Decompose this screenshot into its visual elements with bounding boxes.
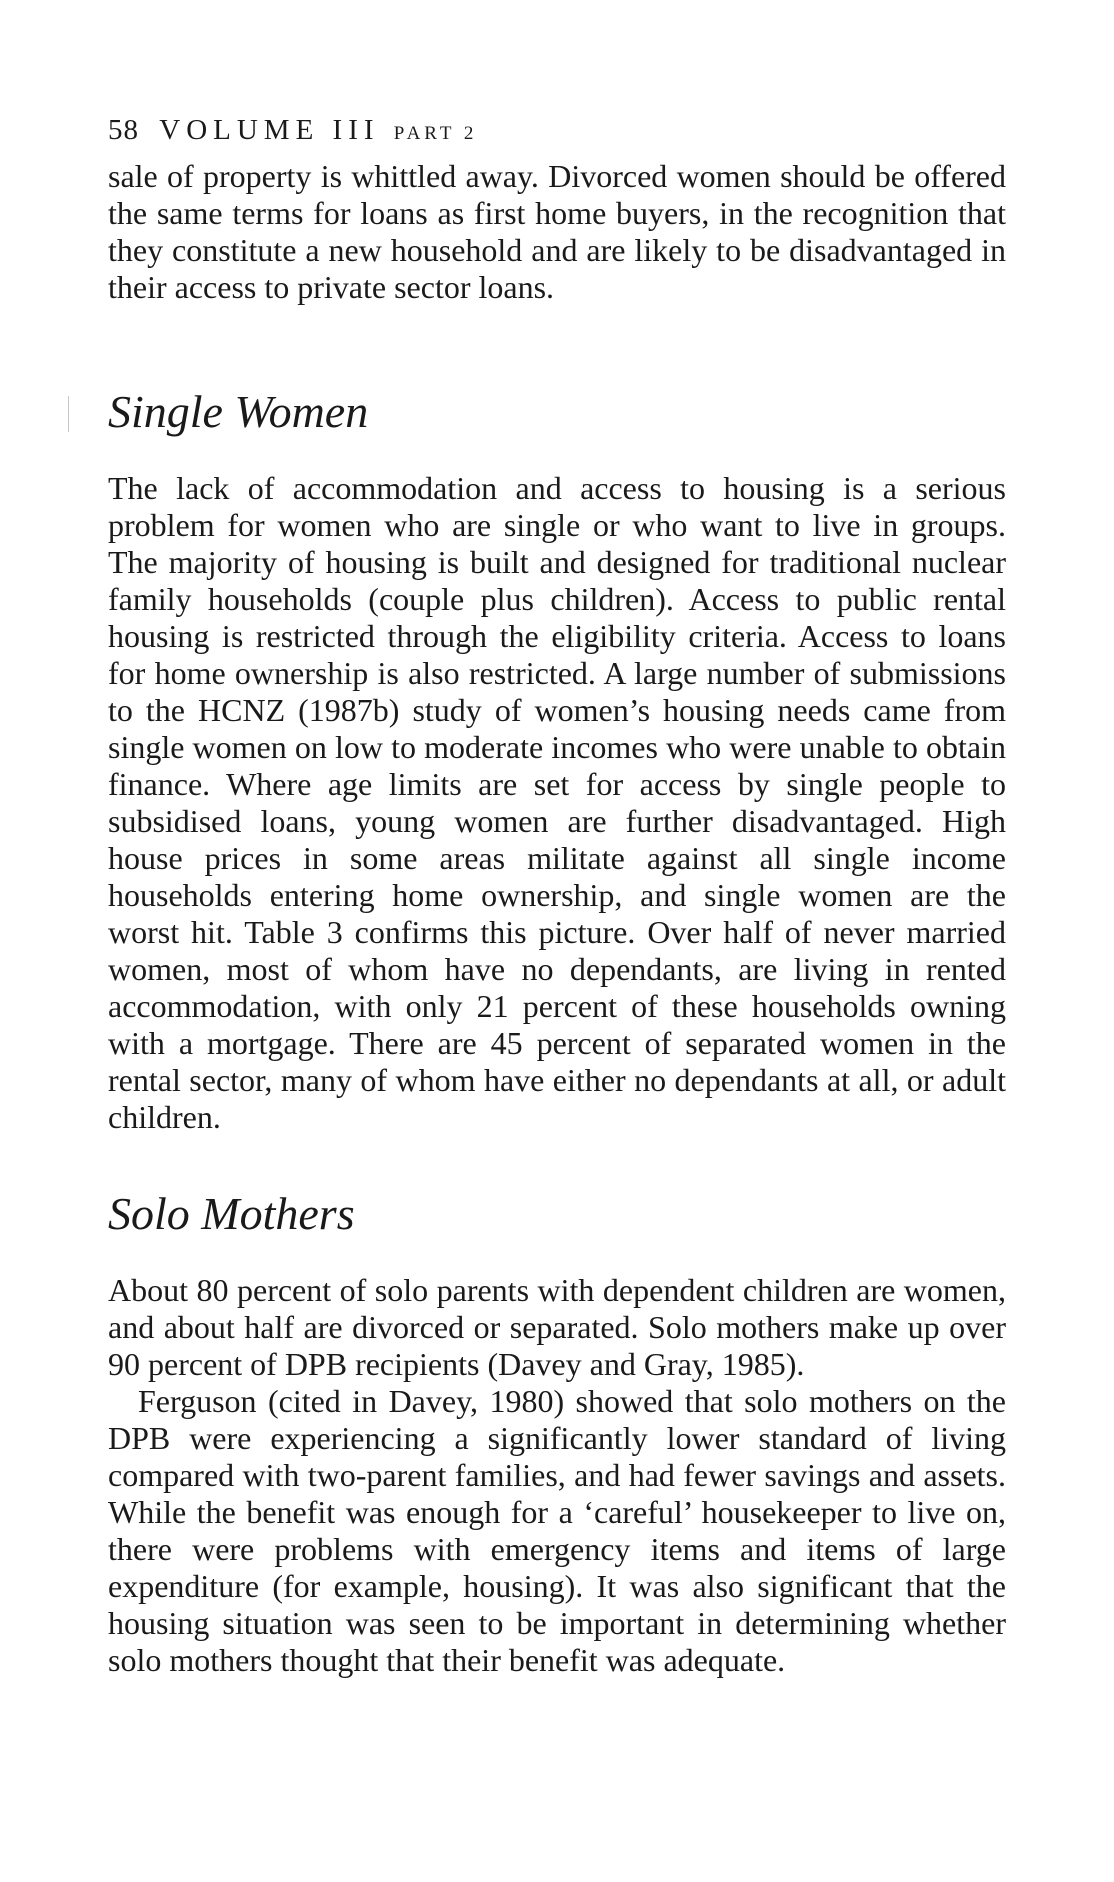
heading-solo-mothers: Solo Mothers (108, 1188, 355, 1239)
intro-paragraph: sale of property is whittled away. Divorced women should be offered the same terms for loans as first home buyers, in the recognition that they constitute a new household and are likely to be disadvantaged in their access to private sector loans. (108, 158, 1006, 305)
heading-single-women: Single Women (108, 386, 369, 437)
single-women-paragraph: The lack of accommodation and access to housing is a serious problem for women who are single or who want to live in groups. The majority of housing is built and designed for traditional nuclear family households (couple plus children). Access to public rental housing is restricted through the eligibility criteria. Access to loans for home ownership is also restricted. A large number of submissions to the HCNZ (1987b) study of women’s housing needs came from single women on low to moderate incomes who were unable to obtain finance. Where age limits are set for access by single people to subsidised loans, young women are further disadvantaged. High house prices in some areas militate against all single income households entering home ownership, and single women are the worst hit. Table 3 confirms this picture. Over half of never married women, most of whom have no dependants, are living in rented accommodation, with only 21 percent of these households owning with a mortgage. There are 45 percent of separated women in the rental sector, many of whom have either no dependants at all, or adult children. (108, 470, 1006, 1135)
part-label: PART 2 (393, 123, 478, 144)
page-number: 58 (108, 114, 139, 146)
running-header (108, 114, 477, 147)
intro-block (108, 158, 1006, 306)
solo-mothers-paragraph-2: Ferguson (cited in Davey, 1980) showed that solo mothers on the DPB were experiencing a significantly lower standard of living compared with two-parent families, and had fewer savings and assets. While the benefit was enough for a ‘careful’ housekeeper to live on, there were problems with emergency items and items of large expenditure (for example, housing). It was also significant that the housing situation was seen to be important in determining whether solo mothers thought that their benefit was adequate. (108, 1383, 1006, 1678)
solo-mothers-block (108, 1272, 1006, 1679)
solo-mothers-paragraph-1: About 80 percent of solo parents with dependent children are women, and about half are divorced or separated. Solo mothers make up over 90 percent of DPB recipients (Davey and Gray, 1985). (108, 1272, 1006, 1382)
margin-mark (68, 396, 69, 432)
volume-label: VOLUME III (159, 114, 380, 146)
single-women-block (108, 470, 1006, 1136)
